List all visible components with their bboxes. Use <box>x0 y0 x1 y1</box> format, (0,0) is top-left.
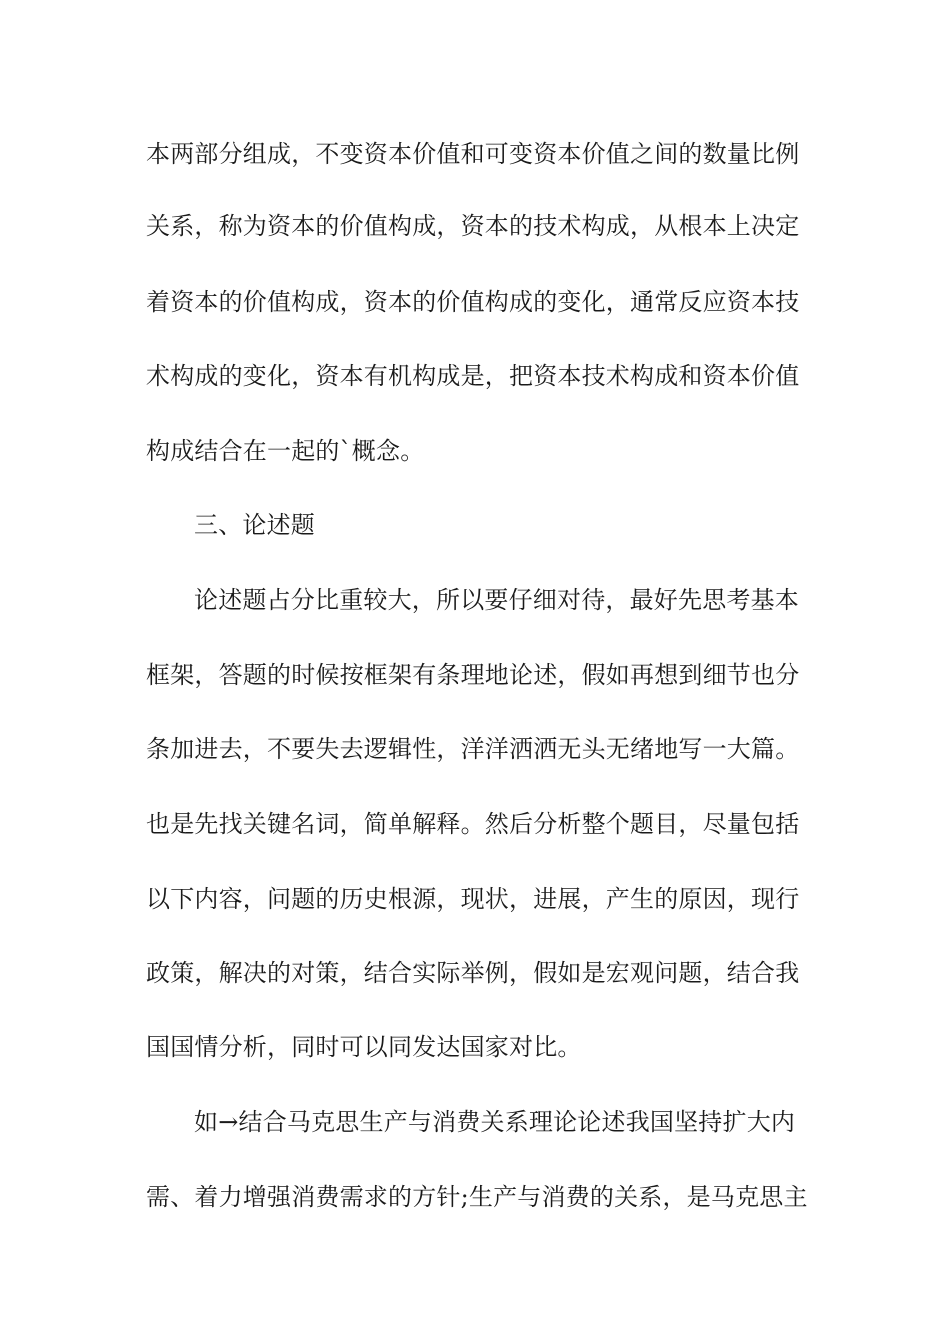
paragraph-line-4: 术构成的变化，资本有机构成是，把资本技术构成和资本价值 <box>146 362 800 390</box>
paragraph-line-13: 如→结合马克思生产与消费关系理论论述我国坚持扩大内 <box>194 1108 796 1136</box>
section-heading: 三、论述题 <box>194 511 315 539</box>
paragraph-line-8: 条加进去，不要失去逻辑性，洋洋洒洒无头无绪地写一大篇。 <box>146 735 800 763</box>
paragraph-line-6: 论述题占分比重较大，所以要仔细对待，最好先思考基本 <box>194 586 799 614</box>
paragraph-line-2: 关系，称为资本的价值构成，资本的技术构成，从根本上决定 <box>146 212 800 240</box>
paragraph-line-11: 政策，解决的对策，结合实际举例，假如是宏观问题，结合我 <box>146 959 800 987</box>
paragraph-line-12: 国国情分析，同时可以同发达国家对比。 <box>146 1033 582 1061</box>
paragraph-line-10: 以下内容，问题的历史根源，现状，进展，产生的原因，现行 <box>146 885 800 913</box>
paragraph-line-3: 着资本的价值构成，资本的价值构成的变化，通常反应资本技 <box>146 288 800 316</box>
paragraph-line-1: 本两部分组成，不变资本价值和可变资本价值之间的数量比例 <box>146 140 800 168</box>
paragraph-line-5: 构成结合在一起的`概念。 <box>146 437 425 465</box>
paragraph-line-7: 框架，答题的时候按框架有条理地论述，假如再想到细节也分 <box>146 661 800 689</box>
paragraph-line-9: 也是先找关键名词，简单解释。然后分析整个题目，尽量包括 <box>146 810 800 838</box>
paragraph-line-14: 需、着力增强消费需求的方针;生产与消费的关系，是马克思主 <box>146 1183 808 1211</box>
